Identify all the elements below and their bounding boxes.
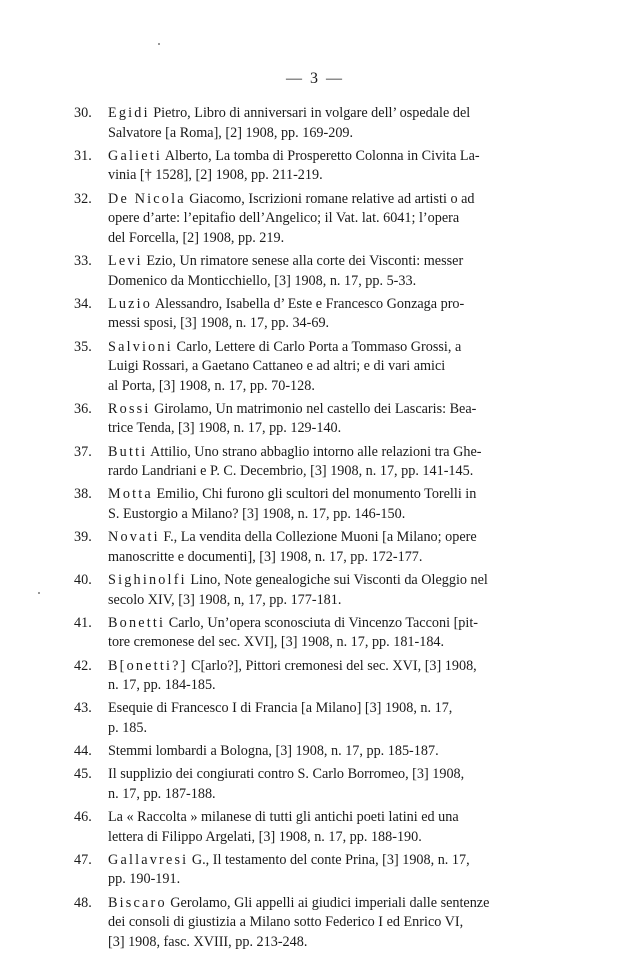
bibliography-entry bbox=[74, 252, 574, 291]
entry-number: 38. bbox=[74, 486, 92, 503]
page-number: — 3 — bbox=[286, 70, 344, 87]
entry-author: B[onetti?] bbox=[108, 657, 188, 674]
entry-author: Luzio bbox=[108, 295, 153, 312]
entry-text: Emilio, Chi furono gli scultori del monumento Torelli in S. Eustorgio a Milano? [3] 1908, n. 17, pp. 146-150. bbox=[108, 486, 477, 523]
entry-author: Egidi bbox=[108, 105, 150, 121]
entry-number: 34. bbox=[74, 295, 92, 312]
entry-text: Ezio, Un rimatore senese alla corte dei Visconti: messer Domenico da Monticchiello, [3] 1908, n. 17, pp. 5-33. bbox=[108, 252, 464, 289]
entry-number: 42. bbox=[74, 657, 92, 674]
entry-author: Bonetti bbox=[108, 614, 166, 631]
entry-number: 36. bbox=[74, 400, 92, 417]
entry-author: Gallavresi bbox=[108, 851, 189, 868]
bibliography-entry bbox=[74, 295, 574, 334]
entry-number: 33. bbox=[74, 252, 92, 269]
paper-speck bbox=[158, 43, 160, 45]
entry-author: Butti bbox=[108, 443, 148, 460]
entry-number: 32. bbox=[74, 190, 92, 207]
bibliography-entry bbox=[74, 742, 574, 762]
bibliography-list bbox=[74, 104, 574, 956]
entry-author: Novati bbox=[108, 529, 160, 546]
entry-number: 46. bbox=[74, 809, 92, 826]
entry-author: Levi bbox=[108, 252, 143, 269]
entry-number: 41. bbox=[74, 614, 92, 631]
bibliography-entry bbox=[74, 443, 574, 482]
bibliography-entry bbox=[74, 147, 574, 186]
entry-author: Rossi bbox=[108, 400, 151, 417]
bibliography-entry bbox=[74, 485, 574, 524]
bibliography-entry bbox=[74, 851, 574, 890]
bibliography-entry bbox=[74, 571, 574, 610]
entry-author: Motta bbox=[108, 486, 153, 503]
entry-text: Esequie di Francesco I di Francia [a Milano] [3] 1908, n. 17, p. 185. bbox=[108, 700, 453, 736]
entry-number: 47. bbox=[74, 851, 92, 868]
entry-number: 40. bbox=[74, 572, 92, 588]
entry-author: Salvioni bbox=[108, 338, 173, 355]
entry-text: Girolamo, Un matrimonio nel castello dei Lascaris: Bea- trice Tenda, [3] 1908, n. 17, pp. 129-140. bbox=[108, 400, 477, 437]
bibliography-entry bbox=[74, 104, 574, 143]
entry-text: Lino, Note genealogiche sui Visconti da Oleggio nel secolo XIV, [3] 1908, n, 17, pp. 177-181. bbox=[108, 572, 488, 608]
entry-text: Giacomo, Iscrizioni romane relative ad artisti o ad opere d’arte: l’epitafio dell’Angelico; il Vat. lat. 6041; l’opera del Forcella, [2] 1908, pp. 219. bbox=[108, 190, 475, 246]
entry-number: 39. bbox=[74, 529, 92, 546]
bibliography-entry bbox=[74, 528, 574, 567]
entry-text: F., La vendita della Collezione Muoni [a Milano; opere manoscritte e documenti], [3] 1908, n. 17, pp. 172-177. bbox=[108, 529, 477, 565]
bibliography-entry bbox=[74, 765, 574, 804]
bibliography-entry bbox=[74, 894, 574, 953]
entry-author: Galieti bbox=[108, 147, 163, 164]
entry-number: 31. bbox=[74, 147, 92, 164]
entry-text: La « Raccolta » milanese di tutti gli antichi poeti latini ed una lettera di Filippo Argelati, [3] 1908, n. 17, pp. 188-190. bbox=[108, 809, 459, 845]
entry-text: Alberto, La tomba di Prosperetto Colonna in Civita La- vinia [† 1528], [2] 1908, pp. 211-219. bbox=[108, 147, 480, 184]
entry-text: Il supplizio dei congiurati contro S. Carlo Borromeo, [3] 1908, n. 17, pp. 187-188. bbox=[108, 766, 465, 802]
bibliography-entry bbox=[74, 338, 574, 397]
entry-text: Alessandro, Isabella d’ Este e Francesco Gonzaga pro- messi sposi, [3] 1908, n. 17, pp. 34-69. bbox=[108, 295, 465, 332]
entry-text: Stemmi lombardi a Bologna, [3] 1908, n. 17, pp. 185-187. bbox=[108, 743, 439, 760]
entry-number: 48. bbox=[74, 894, 92, 911]
bibliography-entry bbox=[74, 190, 574, 249]
entry-number: 45. bbox=[74, 766, 92, 783]
entry-number: 43. bbox=[74, 700, 92, 717]
bibliography-entry bbox=[74, 699, 574, 738]
bibliography-entry bbox=[74, 808, 574, 847]
bibliography-entry bbox=[74, 400, 574, 439]
entry-text: Gerolamo, Gli appelli ai giudici imperiali dalle sentenze dei consoli di giustizia a Milano sotto Federico I ed Enrico VI, [3] 1908, fasc. XVIII, pp. 213-248. bbox=[108, 894, 490, 950]
entry-author: Biscaro bbox=[108, 894, 167, 911]
entry-text: Pietro, Libro di anniversari in volgare dell’ ospedale del Salvatore [a Roma], [2] 1908, pp. 169-209. bbox=[108, 105, 471, 141]
bibliography-entry bbox=[74, 657, 574, 696]
entry-number: 35. bbox=[74, 338, 92, 355]
bibliography-entry bbox=[74, 614, 574, 653]
paper-speck bbox=[38, 592, 40, 594]
entry-number: 30. bbox=[74, 105, 92, 121]
entry-text: Attilio, Uno strano abbaglio intorno alle relazioni tra Ghe- rardo Landriani e P. C. Decembrio, [3] 1908, n. 17, pp. 141-145. bbox=[108, 443, 482, 480]
entry-text: Carlo, Un’opera sconosciuta di Vincenzo Tacconi [pit- tore cremonese del sec. XVI], [3] 1908, n. 17, pp. 181-184. bbox=[108, 614, 478, 651]
entry-author: Sighinolfi bbox=[108, 572, 187, 588]
entry-number: 44. bbox=[74, 743, 92, 760]
entry-text: C[arlo?], Pittori cremonesi del sec. XVI, [3] 1908, n. 17, pp. 184-185. bbox=[108, 657, 477, 694]
entry-text: G., Il testamento del conte Prina, [3] 1908, n. 17, pp. 190-191. bbox=[108, 851, 470, 888]
entry-author: De Nicola bbox=[108, 190, 186, 207]
entry-number: 37. bbox=[74, 443, 92, 460]
entry-text: Carlo, Lettere di Carlo Porta a Tommaso Grossi, a Luigi Rossari, a Gaetano Cattaneo e ad altri; e di vari amici al Porta, [3] 1908, n. 17, pp. 70-128. bbox=[108, 338, 462, 394]
